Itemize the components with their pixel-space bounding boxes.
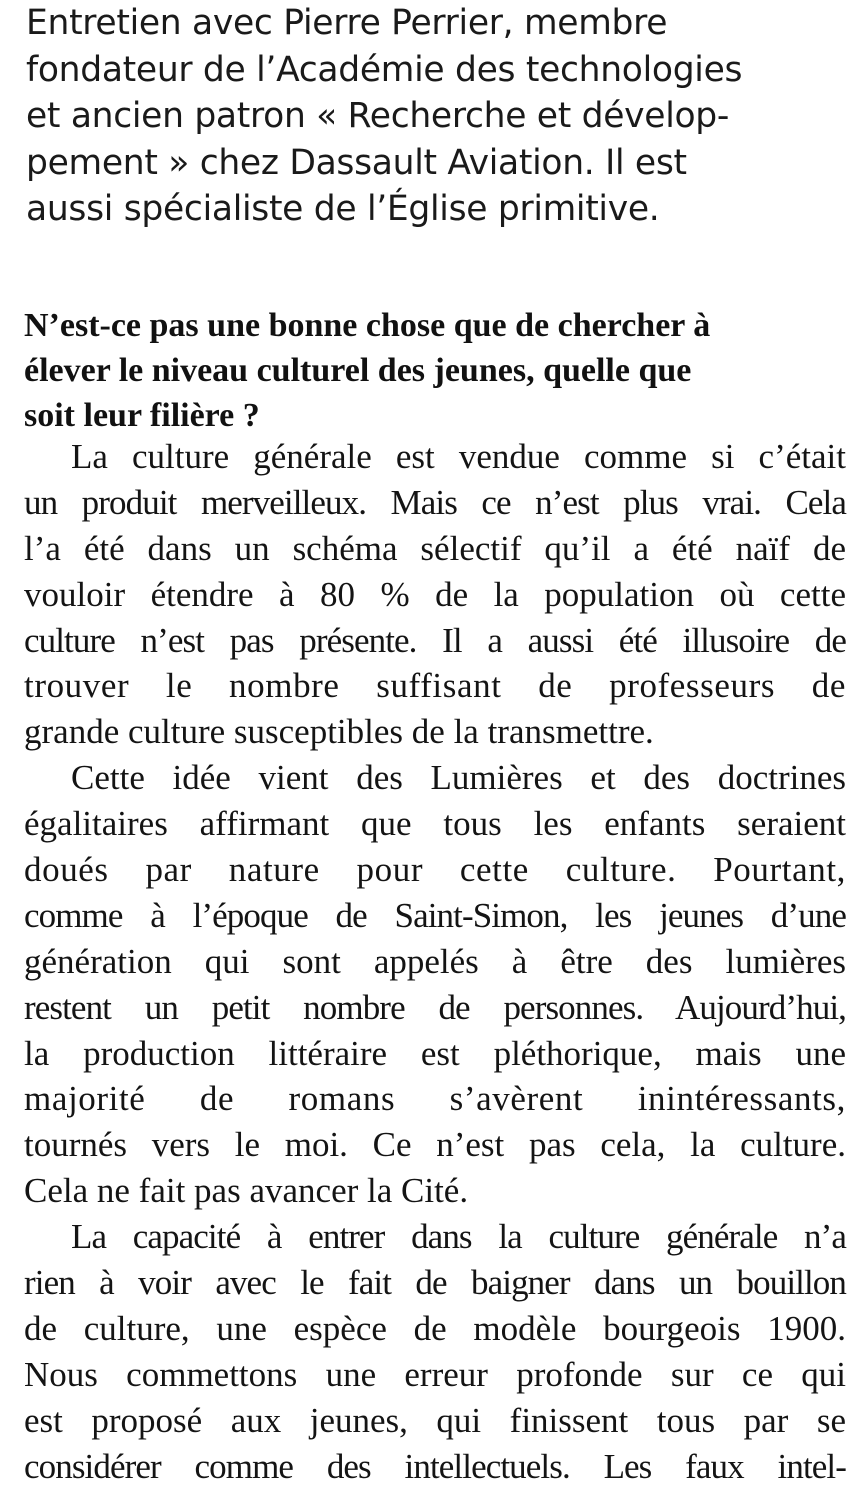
answer-line: la production littéraire est pléthorique, mais une: [24, 1033, 846, 1073]
answer-line: restent un petit nombre de personnes. Aujourd’hui,: [24, 987, 846, 1027]
answer-line: vouloir étendre à 80 % de la population où cette: [24, 574, 846, 614]
answer-line: génération qui sont appelés à être des lumières: [24, 941, 846, 981]
answer-line: de culture, une espèce de modèle bourgeois 1900.: [24, 1308, 846, 1348]
interview-answer: [24, 434, 846, 1489]
answer-line: un produit merveilleux. Mais ce n’est plus vrai. Cela: [24, 482, 846, 522]
intro-line: et ancien patron « Recherche et dévelop-: [26, 96, 730, 136]
answer-line: culture n’est pas présente. Il a aussi été illusoire de: [24, 620, 846, 660]
answer-line: Cela ne fait pas avancer la Cité.: [24, 1171, 469, 1211]
answer-line: doués par nature pour cette culture. Pourtant,: [24, 850, 846, 890]
answer-line: La culture générale est vendue comme si c’était: [71, 437, 846, 476]
answer-line: tournés vers le moi. Ce n’est pas cela, la culture.: [24, 1125, 846, 1165]
answer-line: grande culture susceptibles de la transmettre.: [24, 712, 654, 752]
question-line: élever le niveau culturel des jeunes, quelle que: [24, 352, 692, 389]
intro-line: fondateur de l’Académie des technologies: [26, 49, 743, 90]
interview-question: [24, 303, 848, 438]
answer-line: trouver le nombre suffisant de professeurs de: [24, 666, 846, 706]
answer-line: La capacité à entrer dans la culture générale n’a: [71, 1217, 846, 1257]
interview-intro: [26, 0, 846, 233]
answer-line: rien à voir avec le fait de baigner dans un bouillon: [24, 1263, 846, 1303]
intro-line: pement » chez Dassault Aviation. Il est: [26, 142, 687, 183]
intro-line: Entretien avec Pierre Perrier, membre: [26, 3, 668, 43]
answer-line: est proposé aux jeunes, qui finissent tous par se: [24, 1400, 846, 1440]
answer-line: considérer comme des intellectuels. Les faux intel-: [24, 1446, 846, 1486]
answer-line: Nous commettons une erreur profonde sur ce qui: [24, 1354, 846, 1394]
intro-line: aussi spécialiste de l’Église primitive.: [26, 189, 660, 229]
answer-line: égalitaires affirmant que tous les enfants seraient: [24, 804, 846, 844]
question-line: N’est-ce pas une bonne chose que de chercher à: [24, 307, 711, 344]
answer-line: comme à l’époque de Saint-Simon, les jeunes d’une: [24, 895, 846, 935]
answer-line: l’a été dans un schéma sélectif qu’il a été naïf de: [24, 528, 846, 568]
answer-line: majorité de romans s’avèrent inintéressants,: [24, 1079, 846, 1119]
question-line: soit leur filière ?: [24, 397, 260, 434]
answer-line: Cette idée vient des Lumières et des doctrines: [71, 758, 846, 798]
